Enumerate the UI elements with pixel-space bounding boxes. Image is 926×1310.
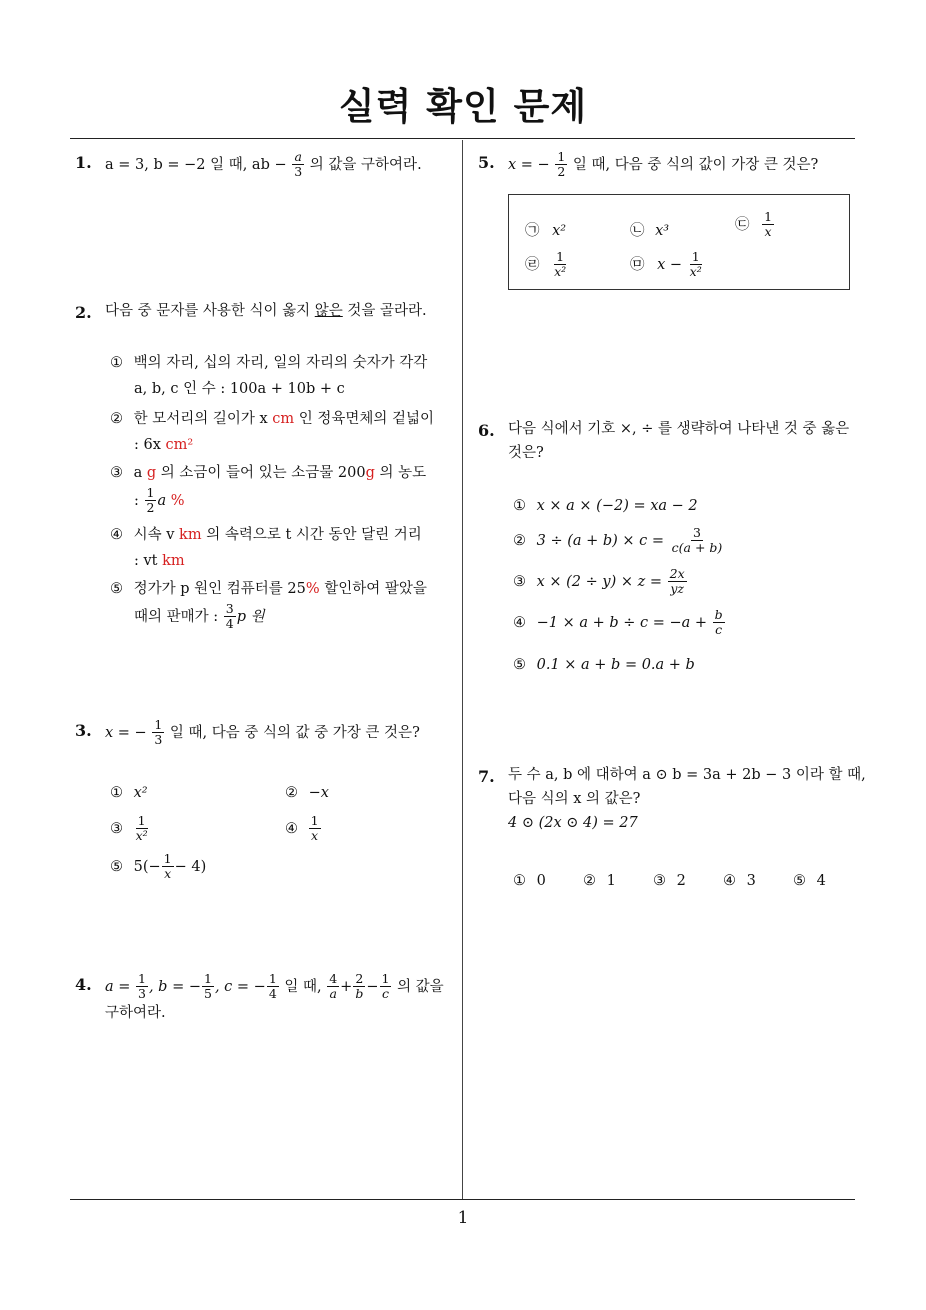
underlined-word: 않은 <box>314 303 343 319</box>
option-mark: ㉡ <box>630 223 645 239</box>
q5-option-5[interactable] <box>630 250 705 280</box>
question-text-end: 일 때, 다음 중 식의 값이 가장 큰 것은? <box>572 156 819 173</box>
option-text: 때의 판매가 : <box>134 608 219 625</box>
option-mark: ④ <box>285 820 298 837</box>
question-text: 두 수 a, b 에 대하여 a ⊙ b = 3a + 2b − 3 이라 할 때, <box>508 767 866 783</box>
option-text: x × a × (−2) = xa − 2 <box>536 498 698 514</box>
option-text: 정가가 p 원인 컴퓨터를 25 <box>133 581 306 597</box>
option-text: 0.1 × a + b = 0.a + b <box>536 657 695 673</box>
question-text: a = 3, b = −2 일 때, ab − <box>105 156 287 173</box>
fraction: $\frac{1}{5}$ <box>204 971 212 1002</box>
fraction: $\frac{3}{4}$ <box>225 601 234 632</box>
option-text: 2 <box>676 873 686 889</box>
q6-option-5[interactable] <box>513 652 695 678</box>
option-text: 인 정육면체의 겉넓이 <box>294 411 435 427</box>
q3-option-2[interactable] <box>285 780 329 806</box>
q2-option-2[interactable] <box>110 406 434 458</box>
question-number: 2. <box>75 303 92 322</box>
question-1 <box>75 149 422 180</box>
option-text: x³ <box>655 223 670 239</box>
option-text: : <box>134 492 139 509</box>
question-6 <box>478 418 850 466</box>
option-mark: ② <box>285 785 298 801</box>
q2-option-1[interactable] <box>110 350 427 402</box>
option-text: 시속 v <box>133 527 180 543</box>
option-text: 1 <box>606 873 616 889</box>
question-text: 다음 식의 x 의 값은? <box>508 790 641 807</box>
fraction: $\frac{b}{c}$ <box>714 607 723 638</box>
option-mark: ⑤ <box>793 873 806 889</box>
page-number: 1 <box>457 1208 469 1228</box>
question-text: 다음 식에서 기호 ×, ÷ 를 생략하여 나타낸 것 중 옳은 <box>508 421 850 437</box>
option-text: −1 × a + b ÷ c = −a + <box>536 614 708 631</box>
option-mark: ② <box>110 411 123 427</box>
option-mark: ① <box>513 498 526 514</box>
option-text: 4 <box>816 873 826 889</box>
q5-option-3[interactable] <box>735 210 775 240</box>
fraction: $\frac{1}{3}$ <box>138 971 146 1002</box>
q6-option-3[interactable] <box>513 567 688 597</box>
q7-option-4[interactable] <box>723 868 756 894</box>
option-text: 3 <box>746 873 756 889</box>
fraction: $\frac{1}{2}$ <box>557 149 566 180</box>
fraction: $\frac{1}{x}$ <box>163 851 172 882</box>
option-mark: ③ <box>110 820 123 837</box>
option-mark: ③ <box>110 465 123 481</box>
bottom-rule <box>70 1199 855 1200</box>
q6-option-2[interactable] <box>513 526 725 556</box>
fraction: $\frac{1}{3}$ <box>154 717 163 748</box>
option-mark: ④ <box>723 873 736 889</box>
question-text: x = − <box>508 156 550 173</box>
question-text-end: 것을 골라라. <box>342 303 427 319</box>
q7-option-5[interactable] <box>793 868 826 894</box>
question-number: 4. <box>75 975 92 994</box>
option-text: a <box>157 492 171 509</box>
q2-option-4[interactable] <box>110 522 422 574</box>
q7-option-1[interactable] <box>513 868 546 894</box>
question-number: 1. <box>75 153 92 172</box>
q5-option-1[interactable] <box>525 218 566 244</box>
option-text: x² <box>552 223 567 239</box>
question-3 <box>75 717 420 748</box>
unit-label: g <box>146 465 157 481</box>
option-mark: ㉠ <box>525 223 540 239</box>
q4-text: a = <box>105 978 131 995</box>
fraction: $\frac{1}{c}$ <box>381 971 390 1002</box>
option-mark: ㉣ <box>525 256 540 273</box>
option-text: x² <box>133 785 148 801</box>
q7-option-2[interactable] <box>583 868 616 894</box>
question-text-end: 일 때, 다음 중 식의 값 중 가장 큰 것은? <box>169 724 420 741</box>
q3-option-3[interactable] <box>110 814 151 844</box>
fraction: $\frac{1}{4}$ <box>268 971 277 1002</box>
q4-text: 일 때, <box>284 978 322 995</box>
fraction: $\frac{1}{\text{x²}}$ <box>135 813 148 844</box>
option-text: p 원 <box>236 608 265 625</box>
option-text: 할인하여 팔았을 <box>319 581 427 597</box>
q4-text: 구하여라. <box>105 1004 166 1021</box>
question-number: 5. <box>478 153 495 172</box>
page-title: 실력 확인 문제 <box>338 85 588 128</box>
option-mark: ① <box>513 873 526 889</box>
option-mark: ⑤ <box>110 858 123 875</box>
q6-option-4[interactable] <box>513 608 726 638</box>
fraction: $\frac{1}{x}$ <box>310 813 319 844</box>
option-text: 의 소금이 들어 있는 소금물 200 <box>156 465 366 481</box>
question-text: 다음 중 문자를 사용한 식이 옳지 <box>105 303 315 319</box>
q3-option-5[interactable] <box>110 852 206 882</box>
option-text: −x <box>308 785 329 801</box>
option-text: : vt <box>134 553 163 570</box>
question-4 <box>75 971 444 1026</box>
fraction: $\frac{1}{\text{x²}}$ <box>689 249 702 280</box>
unit-label: km <box>179 527 202 543</box>
option-mark: ④ <box>513 614 526 631</box>
option-text: 백의 자리, 십의 자리, 일의 자리의 숫자가 각각 <box>133 355 428 371</box>
q5-option-2[interactable] <box>630 218 669 244</box>
fraction: $\frac{1}{2}$ <box>146 485 155 516</box>
option-text: x × (2 ÷ y) × z = <box>536 573 663 590</box>
option-text: a, b, c 인 수 : 100a + 10b + c <box>134 381 345 398</box>
option-text: a <box>133 465 147 481</box>
fraction: $\frac{a}{3}$ <box>294 149 303 180</box>
q4-text: 의 값을 <box>397 978 444 995</box>
option-text: : 6x <box>134 437 166 454</box>
option-mark: ① <box>110 785 123 801</box>
option-mark: ④ <box>110 527 123 543</box>
option-mark: ② <box>583 873 596 889</box>
fraction: $\frac{2}{b}$ <box>355 971 364 1002</box>
q3-option-1[interactable] <box>110 780 148 806</box>
option-text: − 4) <box>174 858 207 875</box>
question-5 <box>478 149 819 180</box>
question-number: 6. <box>478 421 495 440</box>
question-number: 7. <box>478 767 495 786</box>
option-mark: ③ <box>653 873 666 889</box>
question-equation: 4 ⊙ (2x ⊙ 4) = 27 <box>508 814 638 831</box>
option-text: 의 속력으로 t 시간 동안 달린 거리 <box>201 527 422 543</box>
option-mark: ㉤ <box>630 256 645 273</box>
question-text: 것은? <box>508 444 544 461</box>
option-mark: ② <box>513 532 526 549</box>
option-text: 한 모서리의 길이가 x <box>133 411 273 427</box>
question-text-end: 의 값을 구하여라. <box>309 156 422 173</box>
unit-label: g <box>365 465 375 481</box>
option-text: x − <box>657 256 683 273</box>
q6-option-1[interactable] <box>513 493 698 519</box>
fraction: $\frac{1}{x}$ <box>764 209 773 240</box>
option-mark: ㉢ <box>735 216 750 233</box>
unit-label: cm <box>272 411 295 427</box>
unit-label: km <box>162 553 185 570</box>
fraction: $\frac{2x}{yz}$ <box>669 566 685 597</box>
question-2 <box>75 300 427 324</box>
q7-option-3[interactable] <box>653 868 686 894</box>
q4-text: , c = − <box>214 978 266 995</box>
column-divider <box>462 140 463 1199</box>
question-text: x = − <box>105 724 147 741</box>
option-mark: ① <box>110 355 123 371</box>
q2-option-3[interactable] <box>110 460 426 516</box>
fraction: $\frac{1}{\text{x²}}$ <box>554 249 567 280</box>
q4-text: , b = − <box>148 978 201 995</box>
unit-label: % <box>305 581 320 597</box>
option-text: 5(− <box>133 858 161 875</box>
q4-text: + <box>340 978 353 995</box>
fraction: $\frac{3}{c(a + b)}$ <box>671 525 723 556</box>
option-text: 0 <box>536 873 546 889</box>
unit-label: cm² <box>165 437 194 454</box>
option-text: 의 농도 <box>374 465 427 481</box>
option-mark: ⑤ <box>513 657 526 673</box>
q5-option-4[interactable] <box>525 250 569 280</box>
q4-text: − <box>366 978 379 995</box>
option-text: 3 ÷ (a + b) × c = <box>536 532 665 549</box>
question-number: 3. <box>75 721 92 740</box>
unit-label: % <box>170 492 185 509</box>
fraction: $\frac{4}{a}$ <box>329 971 338 1002</box>
question-7 <box>478 764 866 836</box>
top-rule <box>70 138 855 139</box>
q3-option-4[interactable] <box>285 814 322 844</box>
option-mark: ③ <box>513 573 526 590</box>
option-mark: ⑤ <box>110 581 123 597</box>
q2-option-5[interactable] <box>110 576 427 632</box>
